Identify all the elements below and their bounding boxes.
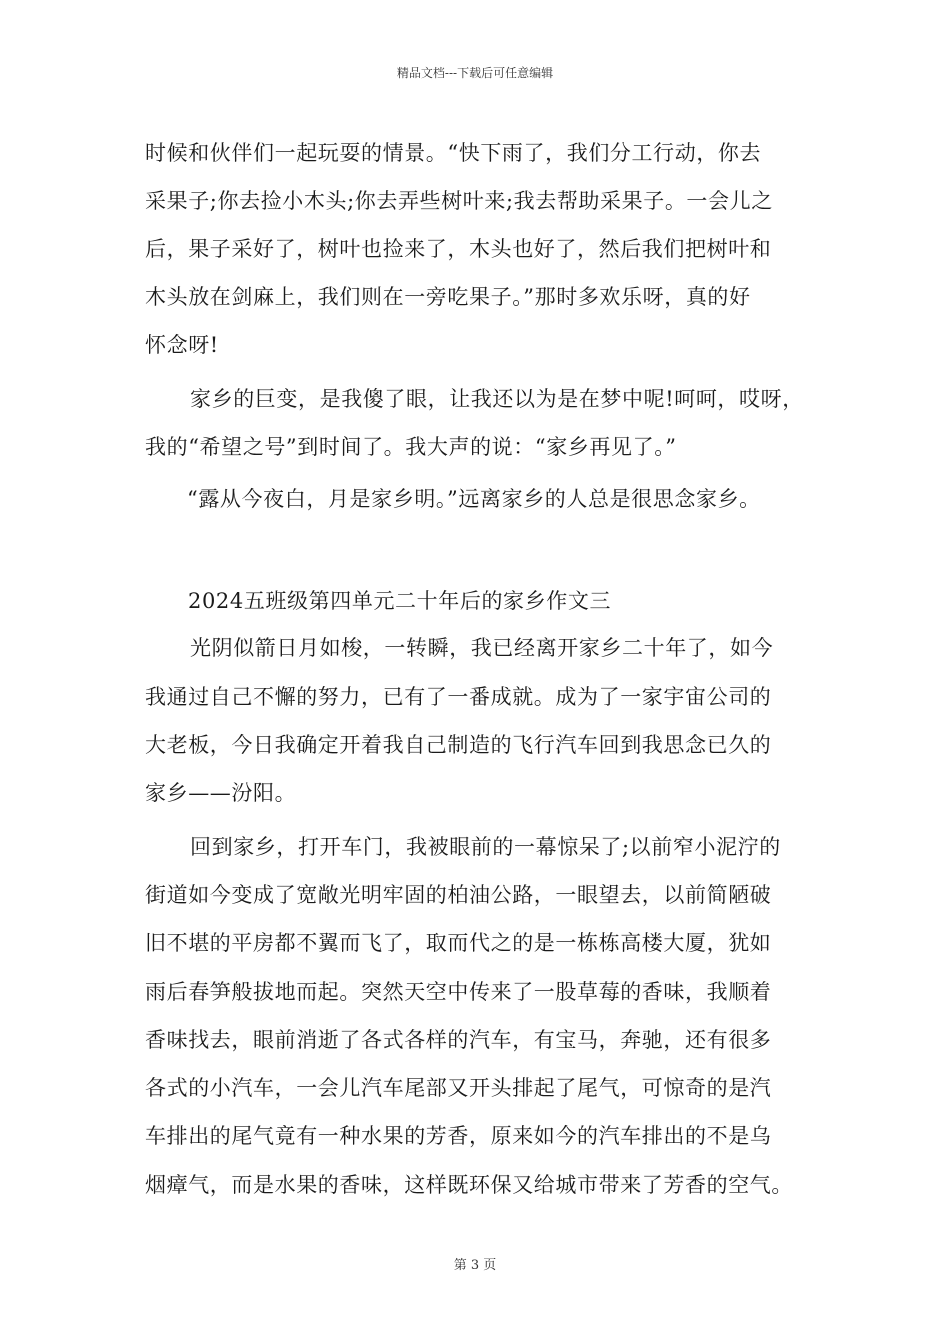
text-line: 车排出的尾气竟有一种水果的芳香，原来如今的汽车排出的不是乌 bbox=[145, 1124, 772, 1148]
text-line: 大老板，今日我确定开着我自己制造的飞行汽车回到我思念已久的 bbox=[145, 733, 772, 757]
text-line: 我通过自己不懈的努力，已有了一番成就。成为了一家宇宙公司的 bbox=[145, 685, 772, 709]
text-line: 烟瘴气，而是水果的香味，这样既环保又给城市带来了芳香的空气。 bbox=[145, 1173, 793, 1197]
quote-line: “露从今夜白，月是家乡明。”远离家乡的人总是很思念家乡。 bbox=[187, 487, 761, 511]
text-line: 时候和伙伴们一起玩耍的情景。“快下雨了，我们分工行动，你去 bbox=[145, 141, 762, 165]
paragraph-start-line: 光阴似箭日月如梭，一转瞬，我已经离开家乡二十年了，如今 bbox=[190, 636, 774, 660]
text-line: 后，果子采好了，树叶也捡来了，木头也好了，然后我们把树叶和 bbox=[145, 237, 772, 261]
page-header: 精品文档---下载后可任意编辑 bbox=[396, 66, 554, 80]
text-line: 怀念呀! bbox=[145, 333, 219, 357]
text-line: 家乡——汾阳。 bbox=[145, 781, 297, 805]
text-line: 木头放在剑麻上，我们则在一旁吃果子。”那时多欢乐呀，真的好 bbox=[145, 285, 751, 309]
paragraph-start-line: 家乡的巨变，是我傻了眼，让我还以为是在梦中呢!呵呵，哎呀， bbox=[190, 387, 804, 411]
text-line: 各式的小汽车，一会儿汽车尾部又开头排起了尾气，可惊奇的是汽 bbox=[145, 1076, 772, 1100]
text-line: 我的“希望之号”到时间了。我大声的说：“家乡再见了。” bbox=[145, 435, 677, 459]
text-line: 街道如今变成了宽敞光明牢固的柏油公路，一眼望去，以前简陋破 bbox=[145, 883, 772, 907]
page-number: 第 3 页 bbox=[453, 1258, 497, 1273]
text-line: 采果子;你去捡小木头;你去弄些树叶来;我去帮助采果子。一会儿之 bbox=[145, 189, 773, 213]
text-line: 香味找去，眼前消逝了各式各样的汽车，有宝马，奔驰，还有很多 bbox=[145, 1028, 772, 1052]
section-title: 2024五班级第四单元二十年后的家乡作文三 bbox=[188, 589, 612, 613]
paragraph-start-line: 回到家乡，打开车门，我被眼前的一幕惊呆了;以前窄小泥泞的 bbox=[190, 835, 781, 859]
text-line: 旧不堪的平房都不翼而飞了，取而代之的是一栋栋高楼大厦，犹如 bbox=[145, 931, 772, 955]
text-line: 雨后春笋般拔地而起。突然天空中传来了一股草莓的香味，我顺着 bbox=[145, 980, 772, 1004]
